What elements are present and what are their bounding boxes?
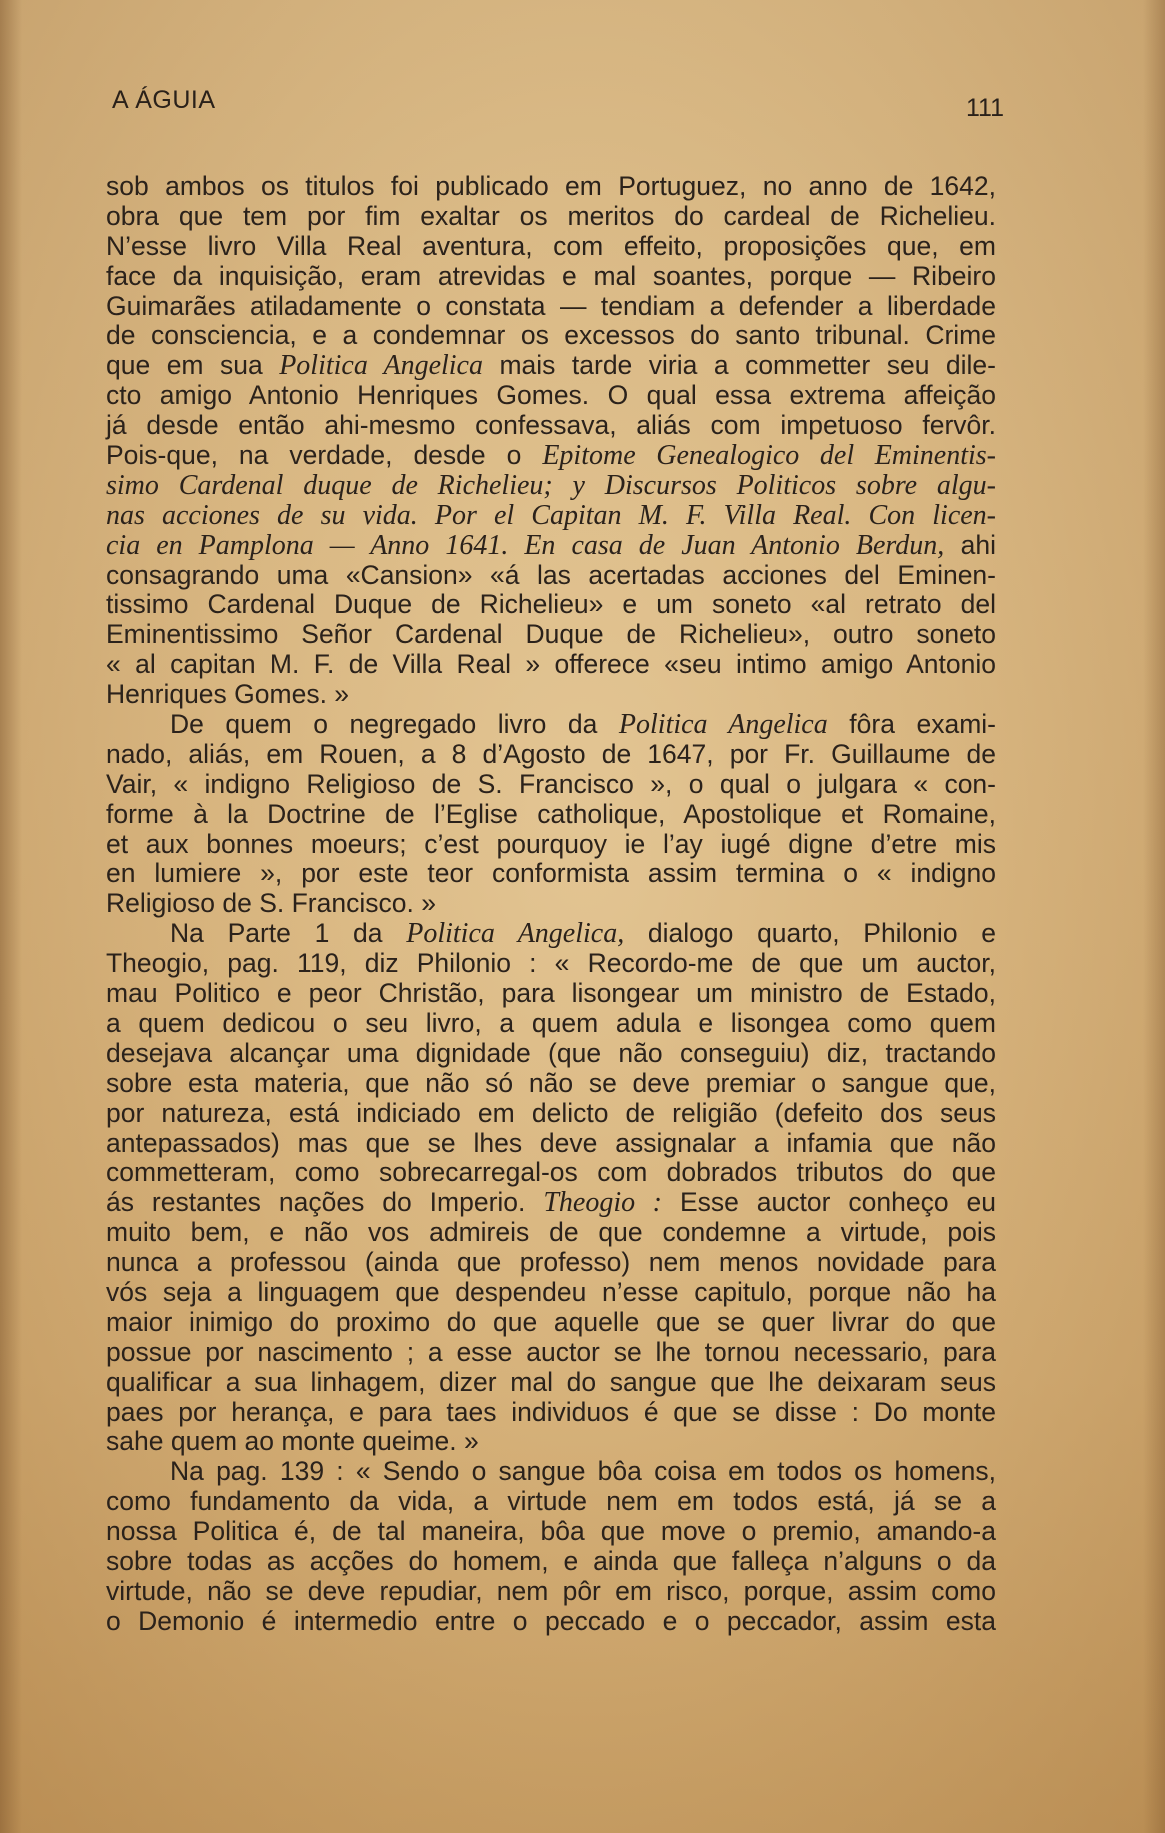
- text-line: [106, 202, 996, 232]
- italic-text: Politica Angelica,: [406, 918, 625, 950]
- text-line: [106, 262, 996, 292]
- text-line: [106, 351, 996, 381]
- text-line: [106, 172, 996, 202]
- text-segment: Na pag. 139 : « Sendo o sangue bôa coisa em todos os homens,: [170, 1456, 996, 1487]
- text-line: [106, 740, 996, 770]
- text-line: [106, 1517, 996, 1547]
- text-segment: commetteram, como sobrecarregal-os com dobrados tributos do que: [106, 1157, 996, 1188]
- italic-text: Epitome Genealogico del Eminentis-: [542, 440, 997, 472]
- body-text: [106, 172, 996, 1637]
- text-segment: sobre esta materia, que não só não se deve premiar o sangue que,: [106, 1067, 996, 1098]
- text-line: [106, 411, 996, 441]
- text-segment: maior inimigo do proximo do que aquelle que se quer livrar do que: [106, 1306, 996, 1337]
- text-line: [106, 830, 996, 860]
- text-segment: possue por nascimento ; a esse auctor se lhe tornou necessario, para: [106, 1336, 996, 1367]
- text-segment: Henriques Gomes. »: [106, 679, 350, 710]
- text-segment: de consciencia, e a condemnar os excessos do santo tribunal. Crime: [106, 320, 996, 351]
- text-line: [106, 1577, 996, 1607]
- text-segment: forme à la Doctrine de l’Eglise catholique, Apostolique et Romaine,: [106, 798, 996, 829]
- text-segment: N’esse livro Villa Real aventura, com effeito, proposições que, em: [106, 230, 996, 261]
- text-line: [106, 1487, 996, 1517]
- text-segment: Esse auctor conheço eu: [662, 1187, 996, 1218]
- text-segment: vós seja a linguagem que despendeu n’esse capitulo, porque não ha: [106, 1276, 996, 1307]
- text-segment: a quem dedicou o seu livro, a quem adula e lisongea como quem: [106, 1007, 996, 1038]
- text-segment: antepassados) mas que se lhes deve assignalar a infamia que não: [106, 1127, 996, 1158]
- text-segment: Religioso de S. Francisco. »: [106, 888, 436, 919]
- text-line: [106, 889, 996, 919]
- text-segment: como fundamento da vida, a virtude nem em todos está, já se a: [106, 1486, 996, 1517]
- text-segment: muito bem, e não vos admireis de que condemne a virtude, pois: [106, 1217, 996, 1248]
- page-edge-shadow-right: [1143, 0, 1165, 1833]
- text-line: [106, 1188, 996, 1218]
- text-line: [106, 471, 996, 501]
- text-segment: ás restantes nações do Imperio.: [106, 1187, 544, 1218]
- text-segment: mais tarde viria a commetter seu dile-: [482, 350, 996, 381]
- text-segment: Theogio, pag. 119, diz Philonio : « Recordo-me de que um auctor,: [106, 948, 996, 979]
- text-segment: consagrando uma «Cansion» «á las acertadas acciones del Eminen-: [106, 559, 996, 590]
- text-segment: fôra exami-: [827, 709, 996, 740]
- italic-text: Politica Angelica: [618, 709, 828, 741]
- text-segment: Eminentissimo Señor Cardenal Duque de Richelieu», outro soneto: [106, 619, 996, 650]
- text-line: [106, 1308, 996, 1338]
- text-line: [106, 1218, 996, 1248]
- text-line: [106, 1009, 996, 1039]
- italic-text: Theogio :: [543, 1187, 663, 1219]
- text-line: [106, 441, 996, 471]
- text-segment: Guimarães atiladamente o constata — tendiam a defender a liberdade: [106, 290, 996, 321]
- text-line: [106, 1158, 996, 1188]
- text-segment: en lumiere », por este teor conformista assim termina o « indigno: [106, 858, 996, 889]
- text-segment: o Demonio é intermedio entre o peccado e o peccador, assim esta: [106, 1605, 996, 1636]
- text-segment: cto amigo Antonio Henriques Gomes. O qual essa extrema affeição: [106, 380, 996, 411]
- text-segment: virtude, não se deve repudiar, nem pôr em risco, porque, assim como: [106, 1575, 996, 1606]
- text-line: [106, 232, 996, 262]
- text-segment: paes por herança, e para taes individuos é que se disse : Do monte: [106, 1396, 996, 1427]
- text-segment: tissimo Cardenal Duque de Richelieu» e um soneto «al retrato del: [106, 589, 996, 620]
- text-segment: nado, aliás, em Rouen, a 8 d’Agosto de 1647, por Fr. Guillaume de: [106, 738, 996, 769]
- text-segment: que em sua: [106, 350, 280, 381]
- text-segment: Pois-que, na verdade, desde o: [106, 440, 543, 471]
- text-segment: mau Politico e peor Christão, para lisongear um ministro de Estado,: [106, 978, 996, 1009]
- text-line: [106, 1427, 996, 1457]
- text-segment: Na Parte 1 da: [170, 918, 407, 949]
- text-segment: dialogo quarto, Philonio e: [624, 918, 996, 949]
- text-segment: sobre todas as acções do homem, e ainda que falleça n’alguns o da: [106, 1545, 996, 1576]
- italic-text: Politica Angelica: [279, 350, 483, 382]
- text-line: [106, 979, 996, 1009]
- text-line: [106, 1099, 996, 1129]
- text-line: [106, 501, 996, 531]
- text-segment: nossa Politica é, de tal maneira, bôa que move o premio, amando-a: [106, 1516, 996, 1547]
- text-line: [106, 1278, 996, 1308]
- text-line: [106, 1069, 996, 1099]
- text-line: [106, 859, 996, 889]
- text-line: [106, 680, 996, 710]
- text-segment: nunca a professou (ainda que professo) nem menos novidade para: [106, 1247, 996, 1278]
- text-line: [106, 381, 996, 411]
- text-segment: sob ambos os titulos foi publicado em Portuguez, no anno de 1642,: [106, 171, 996, 201]
- italic-text: cia en Pamplona — Anno 1641. En casa de Juan Antonio Berdun,: [106, 529, 945, 561]
- italic-text: simo Cardenal duque de Richelieu; y Discursos Politicos sobre algu-: [106, 469, 996, 501]
- text-segment: obra que tem por fim exaltar os meritos do cardeal de Richelieu.: [106, 200, 996, 231]
- text-segment: sahe quem ao monte queime. »: [106, 1426, 479, 1457]
- italic-text: nas acciones de su vida. Por el Capitan M. F. Villa Real. Con licen-: [106, 499, 996, 531]
- text-line: [106, 1338, 996, 1368]
- text-segment: et aux bonnes moeurs; c’est pourquoy ie l’ay iugé digne d’etre mis: [106, 828, 996, 859]
- text-segment: face da inquisição, eram atrevidas e mal soantes, porque — Ribeiro: [106, 260, 996, 291]
- text-line: [106, 919, 996, 949]
- text-line: [106, 292, 996, 322]
- page-number: 111: [966, 94, 1005, 122]
- text-segment: já desde então ahi-mesmo confessava, aliás com impetuoso fervôr.: [106, 410, 996, 441]
- text-line: [106, 1457, 996, 1487]
- text-segment: por natureza, está indiciado em delicto de religião (defeito dos seus: [106, 1097, 996, 1128]
- text-line: [106, 321, 996, 351]
- text-line: [106, 1039, 996, 1069]
- text-line: [106, 650, 996, 680]
- text-line: [106, 1368, 996, 1398]
- text-line: [106, 949, 996, 979]
- text-line: [106, 1547, 996, 1577]
- text-line: [106, 1607, 996, 1637]
- text-line: [106, 561, 996, 591]
- page-edge-shadow-left: [0, 0, 22, 1833]
- text-line: [106, 620, 996, 650]
- text-line: [106, 531, 996, 561]
- text-line: [106, 1398, 996, 1428]
- text-line: [106, 710, 996, 740]
- running-head: A ÁGUIA: [112, 86, 216, 114]
- text-segment: qualificar a sua linhagem, dizer mal do sangue que lhe deixaram seus: [106, 1366, 996, 1397]
- text-line: [106, 590, 996, 620]
- text-line: [106, 770, 996, 800]
- text-segment: ahi: [944, 529, 996, 560]
- text-line: [106, 800, 996, 830]
- text-line: [106, 1248, 996, 1278]
- text-segment: De quem o negregado livro da: [170, 709, 619, 740]
- text-segment: desejava alcançar uma dignidade (que não conseguiu) diz, tractando: [106, 1037, 996, 1068]
- text-segment: « al capitan M. F. de Villa Real » offerece «seu intimo amigo Antonio: [106, 649, 996, 680]
- text-segment: Vair, « indigno Religioso de S. Francisco », o qual o julgara « con-: [106, 768, 996, 799]
- text-line: [106, 1129, 996, 1159]
